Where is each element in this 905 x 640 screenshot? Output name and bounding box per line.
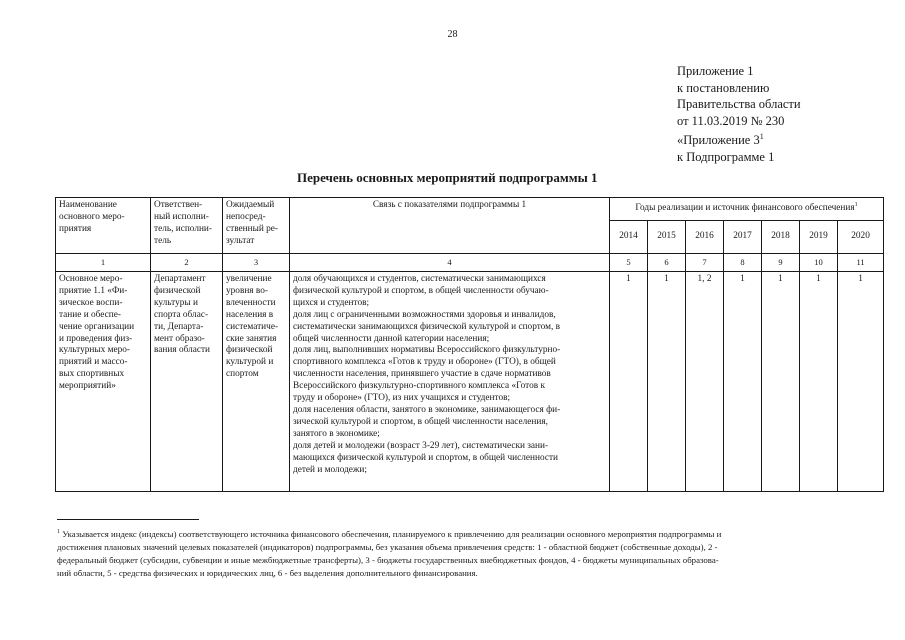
appendix-line: Приложение 1 bbox=[677, 64, 754, 78]
text-line: занятого в экономике; bbox=[293, 428, 380, 439]
year-header: 2016 bbox=[686, 221, 724, 254]
text-line: доля населения области, занятого в экономике, занимающегося фи- bbox=[293, 404, 561, 415]
appendix-block bbox=[677, 63, 801, 165]
text-line: Наименование bbox=[59, 200, 117, 210]
table-header-row bbox=[56, 198, 884, 221]
text-line: систематически занимающихся физической культурой и спортом, в bbox=[293, 321, 561, 332]
text-line: основного меро- bbox=[59, 211, 125, 222]
text-line: ские занятия bbox=[226, 333, 277, 344]
text-line: Ответствен- bbox=[154, 200, 203, 210]
cell-year-value: 1 bbox=[762, 272, 800, 492]
footnote-line: $^1$ Указывается индекс (индексы) соответствующего источника финансового обеспечения, планируемого к привлечению для реализации основного мероприятия подпрограммы и bbox=[57, 528, 722, 539]
year-header: 2017 bbox=[724, 221, 762, 254]
column-number: 2 bbox=[151, 254, 223, 272]
text-line: доля лиц с ограниченными возможностями здоровья и инвалидов, bbox=[293, 309, 556, 320]
text-line: спортивного комплекса «Готов к труду и обороне» (ГТО), в общей bbox=[293, 357, 556, 368]
text-line: Департамент bbox=[154, 274, 206, 284]
column-number: 7 bbox=[686, 254, 724, 272]
column-number: 1 bbox=[56, 254, 151, 272]
text-line: увеличение bbox=[226, 274, 272, 284]
cell-result bbox=[223, 272, 290, 492]
text-line: приятий и массо- bbox=[59, 357, 128, 368]
document-title: Перечень основных мероприятий подпрограммы 1 bbox=[297, 170, 598, 185]
text-line: культурой и bbox=[226, 357, 274, 368]
text-line: тание и обеспе- bbox=[59, 309, 121, 320]
text-line: доля обучающихся и студентов, систематически занимающихся bbox=[293, 274, 546, 284]
text-line: доля детей и молодежи (возраст 3-29 лет), систематически зани- bbox=[293, 440, 549, 451]
column-number: 4 bbox=[290, 254, 610, 272]
cell-measure bbox=[56, 272, 151, 492]
appendix-line: к Подпрограмме 1 bbox=[677, 149, 775, 164]
header-years-group: Годы реализации и источник финансового обеспечения$^1$ bbox=[610, 198, 884, 221]
column-number: 6 bbox=[648, 254, 686, 272]
text-line: чение организации bbox=[59, 321, 135, 332]
cell-executor bbox=[151, 272, 223, 492]
text-line: культурных меро- bbox=[59, 345, 130, 356]
header-indicators: Связь с показателями подпрограммы 1 bbox=[290, 198, 610, 254]
text-line: мент образо- bbox=[154, 333, 205, 344]
text-line: непосред- bbox=[226, 211, 266, 222]
measures-table bbox=[55, 197, 884, 492]
column-number-row bbox=[56, 254, 884, 272]
footnote bbox=[57, 526, 883, 580]
column-number: 11 bbox=[838, 254, 884, 272]
column-number: 8 bbox=[724, 254, 762, 272]
text-line: систематиче- bbox=[226, 321, 279, 332]
cell-indicators bbox=[290, 272, 610, 492]
text-line: приятия bbox=[59, 223, 92, 234]
text-line: физической bbox=[226, 345, 273, 356]
text-line: вания области bbox=[154, 345, 211, 356]
cell-year-value: 1, 2 bbox=[686, 272, 724, 492]
text-line: ный исполни- bbox=[154, 211, 209, 222]
text-line: физической культурой и спортом, в общей численности обучаю- bbox=[293, 285, 549, 296]
cell-year-value: 1 bbox=[838, 272, 884, 492]
year-header: 2020 bbox=[838, 221, 884, 254]
appendix-line: «Приложение $3^1$ bbox=[677, 132, 764, 148]
header-executor bbox=[151, 198, 223, 254]
text-line: доля лиц, выполнивших нормативы Всероссийского физкультурно- bbox=[293, 345, 561, 356]
year-header: 2019 bbox=[800, 221, 838, 254]
text-line: влеченности bbox=[226, 297, 276, 308]
page-number: 28 bbox=[447, 29, 458, 40]
appendix-superscript: 1 bbox=[759, 132, 764, 141]
appendix-line: Правительства области bbox=[677, 97, 801, 111]
text-line: мероприятий» bbox=[59, 381, 116, 392]
header-expected-result bbox=[223, 198, 290, 254]
text-line: приятие 1.1 «Фи- bbox=[59, 285, 128, 296]
cell-year-value: 1 bbox=[610, 272, 648, 492]
text-line: зическое воспи- bbox=[59, 297, 123, 308]
text-line: щихся и студентов; bbox=[293, 297, 370, 308]
text-line: зультат bbox=[226, 235, 255, 246]
cell-year-value: 1 bbox=[724, 272, 762, 492]
year-header: 2018 bbox=[762, 221, 800, 254]
text-line: вых спортивных bbox=[59, 369, 125, 380]
text-line: спорта облас- bbox=[154, 309, 209, 320]
text-line: и проведения физ- bbox=[59, 333, 133, 344]
appendix-line: к постановлению bbox=[677, 80, 770, 95]
year-header: 2014 bbox=[610, 221, 648, 254]
text-line: тель, исполни- bbox=[154, 223, 213, 234]
text-line: мающихся физической культурой и спортом, в общей численности bbox=[293, 452, 559, 463]
text-line: детей и молодежи; bbox=[293, 464, 367, 475]
text-line: труду и обороне» (ГТО), из них учащихся и студентов; bbox=[293, 393, 511, 404]
text-line: культуры и bbox=[154, 297, 198, 308]
text-line: физической bbox=[154, 285, 201, 296]
footnote-line: федеральный бюджет (субсидии, субвенции и иные межбюджетные трансферты), 3 - бюджеты государственных внебюджетных фондов, 4 - бюджеты муниципальных образова- bbox=[57, 554, 719, 565]
years-superscript: 1 bbox=[854, 202, 858, 208]
footnote-line: достижения плановых значений целевых показателей (индикаторов) подпрограммы, без указания объема привлечения средств: 1 - областной бюджет (собственные доходы), 2 - bbox=[57, 541, 718, 552]
text-line: Основное меро- bbox=[59, 274, 123, 284]
footnote-marker: 1 bbox=[57, 529, 60, 535]
text-line: зической культурой и спортом, в общей численности населения, bbox=[293, 416, 548, 427]
text-line: населения в bbox=[226, 309, 274, 320]
text-line: уровня во- bbox=[226, 285, 268, 296]
appendix-line: от 11.03.2019 № 230 bbox=[677, 113, 785, 128]
text-line: Ожидаемый bbox=[226, 200, 275, 210]
column-number: 9 bbox=[762, 254, 800, 272]
cell-year-value: 1 bbox=[648, 272, 686, 492]
year-header: 2015 bbox=[648, 221, 686, 254]
footnote-line: ний области, 5 - средства физических и юридических лиц, 6 - без выделения дополнительного финансирования. bbox=[57, 567, 478, 578]
column-number: 5 bbox=[610, 254, 648, 272]
text-line: Всероссийского физкультурно-спортивного комплекса «Готов к bbox=[293, 381, 545, 392]
header-measure-name bbox=[56, 198, 151, 254]
column-number: 10 bbox=[800, 254, 838, 272]
table-row bbox=[56, 272, 884, 492]
text-line: спортом bbox=[226, 369, 259, 380]
text-line: тель bbox=[154, 235, 172, 246]
text-line: ственный ре- bbox=[226, 223, 279, 234]
footnote-divider bbox=[57, 519, 199, 520]
text-line: численности населения, принявшего участие в сдаче нормативов bbox=[293, 369, 551, 380]
cell-year-value: 1 bbox=[800, 272, 838, 492]
column-number: 3 bbox=[223, 254, 290, 272]
text-line: ти, Департа- bbox=[154, 321, 204, 332]
text-line: общей численности данной категории населения; bbox=[293, 333, 490, 344]
